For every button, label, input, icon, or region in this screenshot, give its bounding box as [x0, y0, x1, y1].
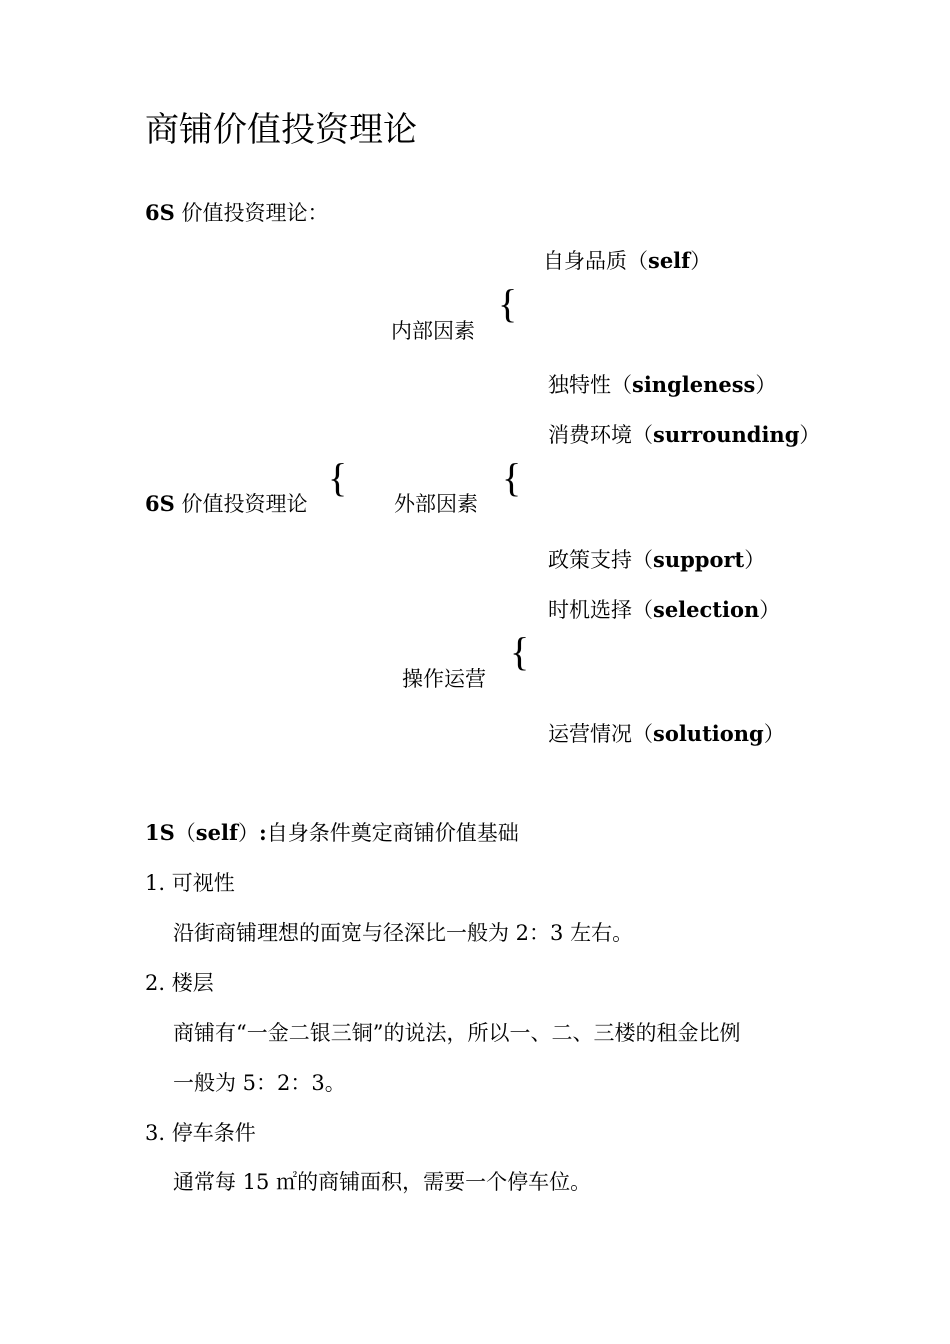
brace-operation: {: [510, 629, 530, 674]
intro-line: [145, 200, 328, 226]
item-close: ）: [755, 373, 777, 397]
item-cn: 时机选择（: [548, 598, 653, 622]
section-heading: [145, 820, 519, 846]
tree-root-label: [145, 491, 307, 517]
list-item-heading: [145, 1120, 256, 1146]
paragraph: 商铺有“一金二银三铜”的说法，所以一、二、三楼的租金比例: [173, 1021, 741, 1045]
item-cn: 运营情况（: [548, 722, 653, 746]
item-cn: 独特性（: [548, 373, 632, 397]
item-en: solutiong: [653, 721, 764, 746]
heading-colon: :: [258, 820, 267, 845]
item-number: 3.: [145, 1121, 166, 1145]
item-close: ）: [744, 548, 766, 572]
intro-text: 价值投资理论：: [181, 201, 329, 225]
tree-item: [548, 597, 780, 623]
item-close: ）: [799, 423, 821, 447]
item-cn: 自身品质（: [543, 249, 648, 273]
page-title: 商铺价值投资理论: [145, 110, 417, 150]
list-item-heading: [145, 970, 214, 996]
brace-root: {: [328, 455, 348, 500]
group-label-operation: 操作运营: [402, 667, 486, 691]
group-label-external: 外部因素: [394, 492, 478, 516]
heading-en: self: [195, 820, 238, 845]
tree-item: [548, 547, 765, 573]
brace-inner: {: [498, 281, 518, 326]
brace-external: {: [502, 455, 522, 500]
heading-open: （: [174, 821, 196, 845]
list-item-heading: [145, 870, 235, 896]
paragraph: 沿街商铺理想的面宽与径深比一般为 2：3 左右。: [173, 921, 634, 945]
item-cn: 政策支持（: [548, 548, 653, 572]
tree-item: [543, 248, 711, 274]
tree-item: [548, 372, 776, 398]
tree-item: [548, 422, 820, 448]
item-en: selection: [653, 597, 760, 622]
item-title: 停车条件: [171, 1121, 256, 1145]
item-number: 2.: [145, 971, 166, 995]
heading-text: 自身条件奠定商铺价值基础: [266, 821, 519, 845]
item-close: ）: [690, 249, 712, 273]
item-en: singleness: [632, 372, 756, 397]
item-title: 楼层: [171, 971, 214, 995]
root-bold: 6S: [145, 491, 175, 516]
group-label-internal: 内部因素: [391, 319, 475, 343]
root-text: 价值投资理论: [181, 492, 308, 516]
tree-item: [548, 721, 785, 747]
item-close: ）: [763, 722, 785, 746]
item-en: support: [653, 547, 745, 572]
item-cn: 消费环境（: [548, 423, 653, 447]
item-en: self: [648, 248, 691, 273]
item-en: surrounding: [653, 422, 800, 447]
heading-bold: 1S: [145, 820, 175, 845]
item-close: ）: [759, 598, 781, 622]
intro-bold: 6S: [145, 200, 175, 225]
paragraph: 一般为 5：2：3。: [173, 1071, 346, 1095]
item-title: 可视性: [171, 871, 235, 895]
paragraph: 通常每 15 ㎡的商铺面积，需要一个停车位。: [173, 1170, 592, 1194]
heading-close: ）: [237, 821, 259, 845]
item-number: 1.: [145, 871, 166, 895]
